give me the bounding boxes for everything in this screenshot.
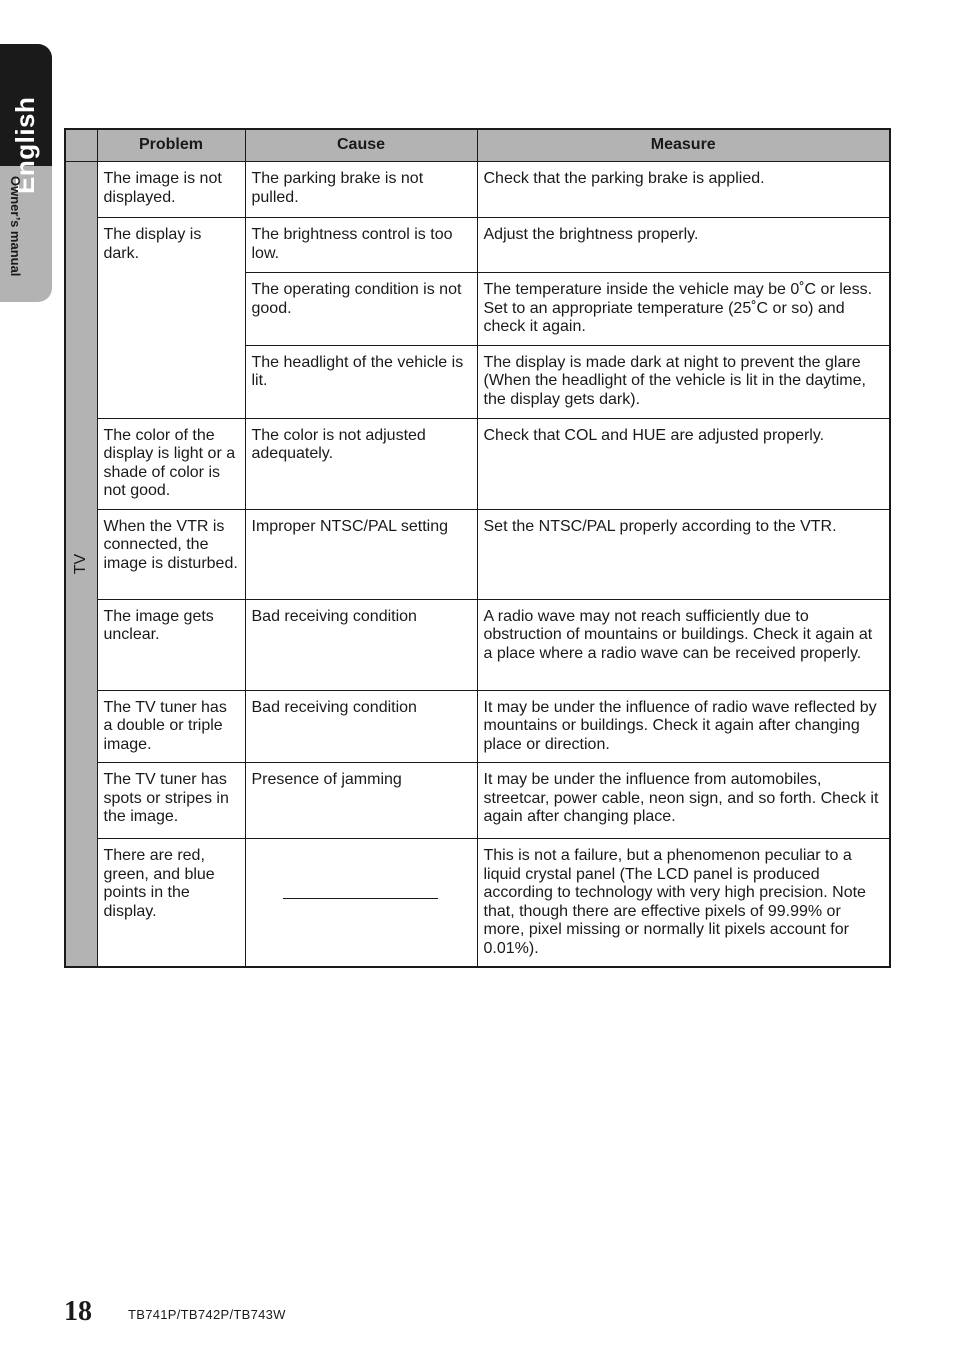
problem-cell: The display is dark.: [97, 218, 245, 419]
language-side-tab-header: [0, 44, 52, 194]
troubleshooting-table: [64, 128, 891, 968]
table-row: [65, 162, 890, 218]
measure-cell: A radio wave may not reach sufficiently due to obstruction of mountains or buildings. Check it again at a place where a radio wave can be received properly.: [477, 599, 890, 690]
blank-cause-line: [283, 898, 438, 899]
measure-cell: The display is made dark at night to prevent the glare (When the headlight of the vehicle is lit in the daytime, the display gets dark).: [477, 345, 890, 418]
measure-cell: It may be under the influence of radio wave reflected by mountains or buildings. Check it again after changing place or direction.: [477, 690, 890, 763]
table-header-row: [65, 129, 890, 162]
cause-cell: Bad receiving condition: [245, 599, 477, 690]
table-row: [65, 690, 890, 763]
category-header: [65, 129, 97, 162]
cause-cell: Improper NTSC/PAL setting: [245, 509, 477, 599]
table-row: [65, 763, 890, 839]
problem-cell: The image is not displayed.: [97, 162, 245, 218]
page-number: 18: [64, 1296, 92, 1327]
manual-label: Owner’s manual: [8, 176, 23, 277]
measure-cell: Check that COL and HUE are adjusted properly.: [477, 418, 890, 509]
problem-cell: The TV tuner has spots or stripes in the image.: [97, 763, 245, 839]
problem-cell: There are red, green, and blue points in the display.: [97, 839, 245, 968]
cause-cell: The operating condition is not good.: [245, 273, 477, 346]
cause-cell: The brightness control is too low.: [245, 218, 477, 273]
table-row: [65, 509, 890, 599]
table-row: [65, 418, 890, 509]
cause-cell: Bad receiving condition: [245, 690, 477, 763]
measure-cell: Set the NTSC/PAL properly according to the VTR.: [477, 509, 890, 599]
problem-cell: The TV tuner has a double or triple image.: [97, 690, 245, 763]
model-number: TB741P/TB742P/TB743W: [128, 1307, 286, 1322]
problem-header: Problem: [97, 129, 245, 162]
measure-cell: The temperature inside the vehicle may be 0˚C or less. Set to an appropriate temperature (25˚C or so) and check it again.: [477, 273, 890, 346]
cause-cell-empty: [245, 839, 477, 968]
table-row: [65, 839, 890, 968]
problem-cell: The image gets unclear.: [97, 599, 245, 690]
cause-cell: The color is not adjusted adequately.: [245, 418, 477, 509]
language-label: English: [10, 96, 40, 194]
measure-cell: Adjust the brightness properly.: [477, 218, 890, 273]
table-row: [65, 218, 890, 273]
category-label: TV: [72, 553, 89, 575]
problem-cell: When the VTR is connected, the image is disturbed.: [97, 509, 245, 599]
cause-cell: The headlight of the vehicle is lit.: [245, 345, 477, 418]
cause-header: Cause: [245, 129, 477, 162]
category-cell: [65, 162, 97, 968]
problem-cell: The color of the display is light or a shade of color is not good.: [97, 418, 245, 509]
measure-header: Measure: [477, 129, 890, 162]
cause-cell: Presence of jamming: [245, 763, 477, 839]
cause-cell: The parking brake is not pulled.: [245, 162, 477, 218]
measure-cell: It may be under the influence from automobiles, streetcar, power cable, neon sign, and so forth. Check it again after changing place.: [477, 763, 890, 839]
table-row: [65, 599, 890, 690]
measure-cell: This is not a failure, but a phenomenon peculiar to a liquid crystal panel (The LCD panel is produced according to technology with very high precision. Note that, though there are effective pixels of 99.99% or more, pixel missing or normally lit pixels account for 0.01%).: [477, 839, 890, 968]
measure-cell: Check that the parking brake is applied.: [477, 162, 890, 218]
